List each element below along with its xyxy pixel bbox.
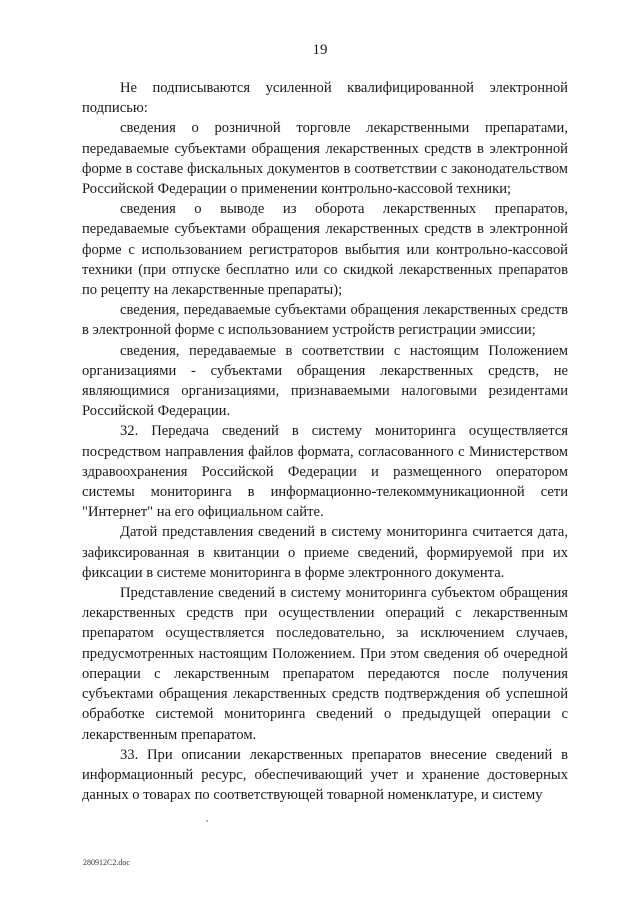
page-number: 19 bbox=[312, 42, 328, 58]
paragraph: Не подписываются усиленной квалифицированной электронной подписью: bbox=[82, 80, 568, 117]
paragraph: сведения, передаваемые в соответствии с настоящим Положением организациями - субъектами обращения лекарственных средств, не являющимися организациями, признаваемыми налоговыми резидентами Российской Федерации. bbox=[82, 342, 568, 420]
paragraph: сведения, передаваемые субъектами обращения лекарственных средств в электронной форме с использованием устройств регистрации эмиссии; bbox=[82, 302, 568, 339]
document-body bbox=[82, 78, 568, 805]
paragraph: сведения о розничной торговле лекарственными препаратами, передаваемые субъектами обращения лекарственных средств в электронной форме в составе фискальных документов в соответствии с законодательством Российской Федерации о применении контрольно-кассовой техники; bbox=[82, 120, 568, 198]
paragraph-section-33: 33. При описании лекарственных препаратов внесение сведений в информационный ресурс, обеспечивающий учет и хранение достоверных данных о товарах по соответствующей товарной номенклатуре, и систему bbox=[82, 746, 568, 804]
paragraph-section-32: 32. Передача сведений в систему мониторинга осуществляется посредством направления файлов формата, согласованного с Министерством здравоохранения Российской Федерации и размещенного оператором системы мониторинга в информационно-телекоммуникационной сети "Интернет" на его официальном сайте. bbox=[82, 423, 568, 521]
paragraph: сведения о выводе из оборота лекарственных препаратов, передаваемые субъектами обращения лекарственных средств в электронной форме с использованием регистраторов выбытия или контрольно-кассовой техники (при отпуске бесплатно или со скидкой лекарственных препаратов по рецепту на лекарственные препараты); bbox=[82, 201, 568, 299]
paragraph: Представление сведений в систему мониторинга субъектом обращения лекарственных средств при осуществлении операций с лекарственным препаратом осуществляется последовательно, за исключением случаев, предусмотренных настоящим Положением. При этом сведения об очередной операции с лекарственным препаратом передаются после получения субъектами обращения лекарственных средств подтверждения об успешной обработке системой мониторинга сведений о предыдущей операции с лекарственным препаратом. bbox=[82, 585, 568, 743]
paragraph: Датой представления сведений в систему мониторинга считается дата, зафиксированная в квитанции о приеме сведений, формируемой при их фиксации в системе мониторинга в форме электронного документа. bbox=[82, 524, 568, 581]
scan-speck bbox=[206, 820, 208, 822]
footer-filename: 280912C2.doc bbox=[83, 858, 130, 867]
